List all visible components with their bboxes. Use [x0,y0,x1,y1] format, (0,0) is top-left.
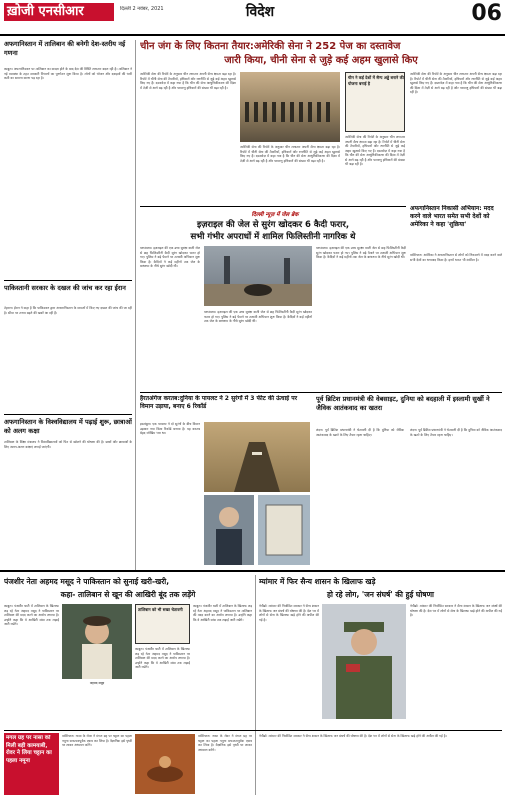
israel-body: यरूशलम। इज़राइल की एक उच्च सुरक्षा वाली जेल से छह फिलिस्तीनी कैदी सुरंग खोदकर फरार हो गए। पुलिस ने बड़े पैमाने पर तलाशी अभियान शुरू किया है। कैदियों ने कई महीनों तक जेल के बाथरूम के नीचे सुरंग खोदी थी। [140,246,200,268]
divider-thick [0,570,505,572]
taiwan-body: लंदन। पूर्व ब्रिटिश प्रधानमंत्री ने चेतावनी दी है कि दुनिया को जैविक आतंकवाद के खतरे के लिए तैयार रहना चाहिए। [316,428,404,437]
myanmar-headline-1: म्यांमार में फिर सैन्य शासन के खिलाफ खड़े [259,577,376,586]
china-body-2: अमेरिकी सेना की रिपोर्ट के अनुसार चीन लगातार अपनी सैन्य क्षमता बढ़ा रहा है। रिपोर्ट में चीनी सेना की तैयारियों, हथियारों और रणनीति से जुड़े कई अहम खुलासे किए गए हैं। दस्तावेज़ में कहा गया है कि चीन की सेना आधुनिकीकरण की दिशा में तेज़ी से आगे बढ़ रही है और परमाणु हथियारों की संख्या भी बढ़ा रही है। [240,145,340,163]
logo: ख़ोजी एनसीआर [4,3,114,21]
jail-tunnel-illustration [204,246,312,306]
panjshir-headline-1: पंजशीर नेता अहमद मसूद ने पाकिस्तान को सुनाई खरी-खरी, [4,577,170,586]
plane-headline: हैरतअंगेज करतब:दुनिया के पायलट ने 2 सुरंगों में 3 फीट की ऊंचाई पर विमान उड़ाया, बनाए 6 रिकॉर्ड [140,395,298,410]
taiwan-headline: पूर्व ब्रिटिश प्रधानमंत्री की वेबसाइट, दुनिया को बदहाली में इस्लामी सुर्खी ने जैविक आतंकवाद का खतरा [316,395,490,412]
pakistan-headline: पाकिस्तानी सरकार के दखल की जांच कर रहा ईरान [4,284,126,292]
evacuation-body: वाशिंगटन। अमेरिका ने अफगानिस्तान से लोगों को निकालने में मदद करने वाले सभी देशों का धन्यवाद किया है। इनमें भारत भी शामिल है। [410,253,502,262]
page-number: 06 [471,2,502,26]
china-body-3: अमेरिकी सेना की रिपोर्ट के अनुसार चीन लगातार अपनी सैन्य क्षमता बढ़ा रहा है। रिपोर्ट में चीनी सेना की तैयारियों, हथियारों और रणनीति से जुड़े कई अहम खुलासे किए गए हैं। दस्तावेज़ में कहा गया है कि चीन की सेना आधुनिकीकरण की दिशा में तेज़ी से आगे बढ़ रही है और परमाणु हथियारों की संख्या भी बढ़ा रही है। [345,135,405,166]
panjshir-headline-2: कहा- तालिबान से खून की आखिरी बूंद तक लड़ेंगे [60,590,196,599]
panjshir-sidebar-text: तालिबान को भी सख्त चेतावनी [138,607,183,612]
soldiers-illustration [240,72,340,142]
afghan2-body: तालिबान के शिक्षा मंत्रालय ने विश्वविद्यालयों को फिर से खोलने की घोषणा की है। छात्रों और छात्राओं के लिए अलग-अलग कक्षाएं लगाई जाएंगी। [4,440,132,449]
masood-portrait [62,604,132,679]
israel-headline-1: इज़राइल की जेल से सुरंग खोदकर 6 कैदी फरार, [196,220,350,230]
divider [140,392,502,393]
israel-headline-2: सभी गंभीर अपराधों में शामिल फिलिस्तीनी नागरिक थे [190,232,356,242]
panjshir-body-2: काबुल। पंजशीर घाटी में तालिबान के खिलाफ लड़ रहे नेता अहमद मसूद ने पाकिस्तान पर तालिबान की मदद करने का आरोप लगाया है। उन्होंने कहा कि वे आखिरी सांस तक लड़ाई जारी रखेंगे। [135,647,190,669]
myanmar-body-2: नेपीडॉ। म्यांमार की निर्वासित सरकार ने सैन्य शासन के खिलाफ जन संघर्ष की घोषणा की है। देश भर में लोगों से सेना के खिलाफ खड़े होने की अपील की गई है। [410,604,502,617]
pilot-illustration [204,495,254,565]
china-sidebar-text: चीन ने कई देशों में सैन्य अड्डे बनाने की योजना बनाई है [348,75,404,86]
afghan-body: काबुल। अफगानिस्तान पर तालिबान का कब्ज़ा होने के बाद देश की स्थिति लगातार बदल रही है। तालिबान ने नई व्यवस्था के तहत सरकारी विभागों का पुनर्गठन शुरू किया है। लोगों को भोजन और दवाइयों की भारी कमी का सामना करना पड़ रहा है। [4,67,132,80]
panjshir-body: काबुल। पंजशीर घाटी में तालिबान के खिलाफ लड़ रहे नेता अहमद मसूद ने पाकिस्तान पर तालिबान की मदद करने का आरोप लगाया है। उन्होंने कहा कि वे आखिरी सांस तक लड़ाई जारी रखेंगे। [4,604,59,626]
mars-rock-illustration [135,734,195,794]
date-line: दिल्ली 2 नवंबर, 2021 [120,6,164,12]
section-title: विदेश [245,4,275,20]
panjshir-caption: अहमद मसूद [89,681,105,685]
israel-body-2: यरूशलम। इज़राइल की एक उच्च सुरक्षा वाली जेल से छह फिलिस्तीनी कैदी सुरंग खोदकर फरार हो गए। पुलिस ने बड़े पैमाने पर तलाशी अभियान शुरू किया है। कैदियों ने कई महीनों तक जेल के बाथरूम के नीचे सुरंग खोदी थी। [204,310,312,323]
china-body-4: अमेरिकी सेना की रिपोर्ट के अनुसार चीन लगातार अपनी सैन्य क्षमता बढ़ा रहा है। रिपोर्ट में चीनी सेना की तैयारियों, हथियारों और रणनीति से जुड़े कई अहम खुलासे किए गए हैं। दस्तावेज़ में कहा गया है कि चीन की सेना आधुनिकीकरण की दिशा में तेज़ी से आगे बढ़ रही है और परमाणु हथियारों की संख्या भी बढ़ा रही है। [410,72,502,94]
myanmar-headline-2: हो रहे लोग, 'जन संघर्ष' की हुई घोषणा [327,590,434,599]
evacuation-headline: अफगानिस्तान निकासी अभियान: मदद करने वाले भारत समेत सभी देशों को अमेरिका ने कहा 'शुक्रिया' [410,205,494,228]
panjshir-body-3: काबुल। पंजशीर घाटी में तालिबान के खिलाफ लड़ रहे नेता अहमद मसूद ने पाकिस्तान पर तालिबान की मदद करने का आरोप लगाया है। उन्होंने कहा कि वे आखिरी सांस तक लड़ाई जारी रखेंगे। [193,604,252,622]
myanmar-body: नेपीडॉ। म्यांमार की निर्वासित सरकार ने सैन्य शासन के खिलाफ जन संघर्ष की घोषणा की है। देश भर में लोगों से सेना के खिलाफ खड़े होने की अपील की गई है। [259,604,319,622]
china-photo [240,72,340,142]
mars-photo [135,734,195,794]
general-portrait [322,604,406,719]
column-rule [255,575,256,795]
israel-kicker: दिल्ली न्यूज़ में जेल ब्रेक [251,212,299,218]
panjshir-photo [62,604,132,679]
taiwan-body-2: लंदन। पूर्व ब्रिटिश प्रधानमंत्री ने चेतावनी दी है कि दुनिया को जैविक आतंकवाद के खतरे के लिए तैयार रहना चाहिए। [410,428,502,437]
mars-body-2: वाशिंगटन। नासा के रोवर ने मंगल ग्रह पर चट्टान का पहला नमूना सफलतापूर्वक एकत्र कर लिया है। वैज्ञानिक इसे पृथ्वी पर लाकर अध्ययन करेंगे। [198,734,252,752]
masthead-rule [0,34,505,36]
plane-photo-3 [258,495,310,565]
panjshir-sidebar-box [135,604,190,644]
israel-body-3: यरूशलम। इज़राइल की एक उच्च सुरक्षा वाली जेल से छह फिलिस्तीनी कैदी सुरंग खोदकर फरार हो गए। पुलिस ने बड़े पैमाने पर तलाशी अभियान शुरू किया है। कैदियों ने कई महीनों तक जेल के बाथरूम के नीचे सुरंग खोदी थी। [316,246,406,259]
record-illustration [258,495,310,565]
plane-body: इस्तांबुल। एक पायलट ने दो सुरंगों के बीच विमान उड़ाकर नया विश्व रिकॉर्ड बनाया है। यह करतब बेहद जोखिम भरा था। [140,422,200,435]
plane-photo-1 [204,422,310,492]
china-headline-2: जारी किया, चीनी सेना से जुड़े कई अहम खुलासे किए [224,55,418,66]
divider [4,730,502,731]
myanmar-photo [322,604,406,719]
plane-tunnel-illustration [204,422,310,492]
mars-body: वाशिंगटन। नासा के रोवर ने मंगल ग्रह पर चट्टान का पहला नमूना सफलतापूर्वक एकत्र कर लिया है। वैज्ञानिक इसे पृथ्वी पर लाकर अध्ययन करेंगे। [62,734,132,747]
column-rule [135,40,136,570]
afghan2-headline: अफगानिस्तान के विश्वविद्यालय में पढ़ाई शुरू, छात्राओं को अलग कक्षा [4,418,132,435]
divider [4,280,132,281]
mars-banner [4,733,59,795]
china-body: अमेरिकी सेना की रिपोर्ट के अनुसार चीन लगातार अपनी सैन्य क्षमता बढ़ा रहा है। रिपोर्ट में चीनी सेना की तैयारियों, हथियारों और रणनीति से जुड़े कई अहम खुलासे किए गए हैं। दस्तावेज़ में कहा गया है कि चीन की सेना आधुनिकीकरण की दिशा में तेज़ी से आगे बढ़ रही है और परमाणु हथियारों की संख्या भी बढ़ा रही है। [140,72,236,90]
plane-photo-2 [204,495,254,565]
china-headline-1: चीन जंग के लिए कितना तैयार:अमेरिकी सेना ने 252 पेज का दस्तावेज [140,41,401,52]
divider [4,414,132,415]
pakistan-body: तेहरान। ईरान ने कहा है कि पाकिस्तान द्वारा अफगानिस्तान के मामलों में किए गए दखल की जांच की जा रही है। सीमा पर तनाव बढ़ने की खबरें आ रही हैं। [4,306,132,315]
afghan-headline: अफगानिस्तान में तालिबान की बनेगी देश-स्तरीय नई गणना [4,40,126,57]
masthead [0,0,505,36]
mars-headline: मंगल ग्रह पर नासा को मिली बड़ी कामयाबी, रोवर ने लिया चट्टान का पहला नमूना [6,735,52,764]
myanmar-body-3: नेपीडॉ। म्यांमार की निर्वासित सरकार ने सैन्य शासन के खिलाफ जन संघर्ष की घोषणा की है। देश भर में लोगों से सेना के खिलाफ खड़े होने की अपील की गई है। [259,734,447,738]
china-sidebar-box [345,72,405,132]
israel-photo [204,246,312,306]
divider [140,206,406,207]
